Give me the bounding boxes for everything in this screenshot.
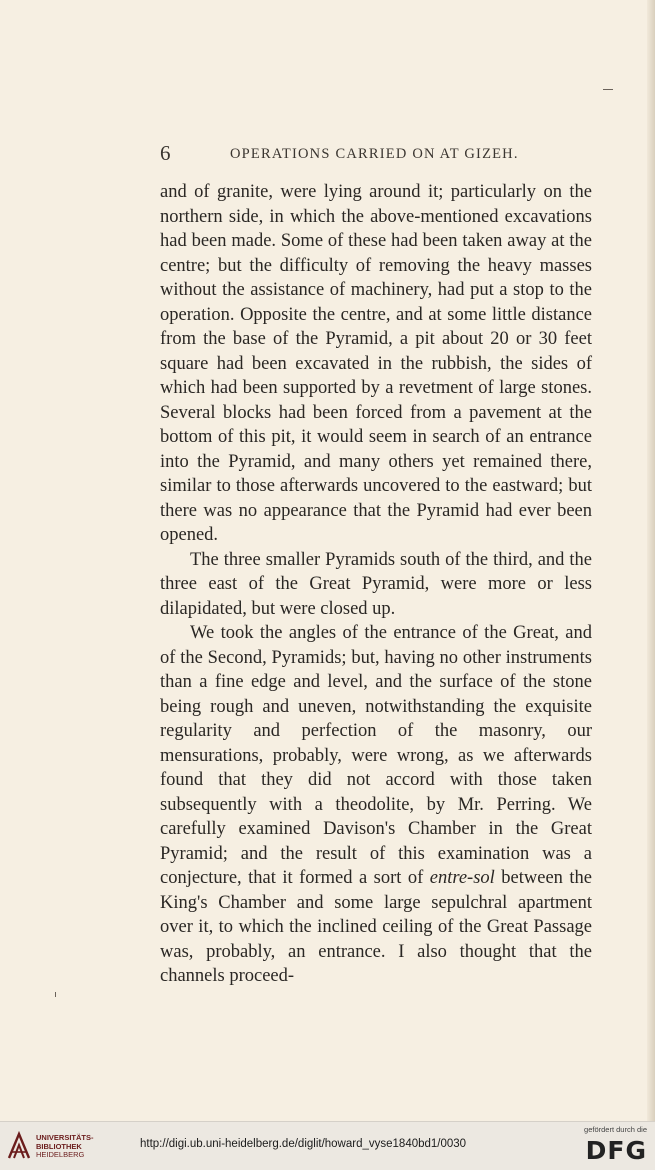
paragraph — [160, 621, 592, 989]
library-name-line: BIBLIOTHEK — [36, 1141, 82, 1151]
paper-speck — [603, 89, 613, 90]
paragraph-text: The three smaller Pyramids south of the third, and the three east of the Great Pyramid, were more or less dilapidated, but were closed up. — [160, 549, 592, 619]
paragraph-text: and of granite, were lying around it; particularly on the northern side, in which the above-mentioned excavations had been made. Some of these had been taken away at the centre; but the difficulty of removing the heavy masses without the assistance of machinery, had put a stop to the operation. Opposite the centre, and at some little distance from the base of the Pyramid, a pit about 20 or 30 feet square had been excavated in the rubbish, the sides of which had been supported by a revetment of large stones. Several blocks had been forced from a pavement at the bottom of this pit, it would seem in search of an entrance into the Pyramid, and many others yet remained there, similar to those afterwards uncovered to the eastward; but there was no appearance that the Pyramid had ever been opened. — [160, 182, 592, 545]
running-head — [160, 143, 600, 167]
paper-speck — [55, 992, 56, 997]
university-library-logo-icon — [6, 1131, 32, 1161]
italic-term: entre-sol — [429, 868, 495, 888]
page-number: 6 — [160, 141, 171, 165]
paragraph — [160, 180, 592, 548]
funder-note: gefördert durch die — [584, 1125, 647, 1134]
permalink-url[interactable]: http://digi.ub.uni-heidelberg.de/diglit/howard_vyse1840bd1/0030 — [140, 1138, 467, 1150]
library-name-line: HEIDELBERG — [36, 1150, 85, 1159]
library-name-line: UNIVERSITÄTS- — [36, 1133, 94, 1142]
library-name — [36, 1134, 94, 1160]
dfg-logo: DFG — [585, 1136, 647, 1165]
paragraph — [160, 548, 592, 622]
body-text — [160, 180, 592, 989]
page-edge-shadow — [647, 0, 655, 1121]
paragraph-text: We took the angles of the entrance of the Great, and of the Second, Pyramids; but, having no other instruments than a fine edge and level, and the surface of the stone being rough and uneven, notwithstanding the exquisite regularity and perfection of the masonry, our mensurations, probably, were wrong, as we afterwards found that they did not accord with those taken subsequently with a theodolite, by Mr. Perring. We carefully examined Davison's Chamber in the Great Pyramid; and the result of this examination was a conjecture, that it formed a sort of — [160, 623, 592, 888]
running-head-title: OPERATIONS CARRIED ON AT GIZEH. — [230, 146, 519, 162]
paragraph-text: between the King's Chamber and some large sepulchral apartment over it, to which the inclined ceiling of the Great Passage was, probably, an entrance. I also thought that the channels proceed- — [160, 868, 592, 986]
digitization-footer — [0, 1121, 655, 1170]
